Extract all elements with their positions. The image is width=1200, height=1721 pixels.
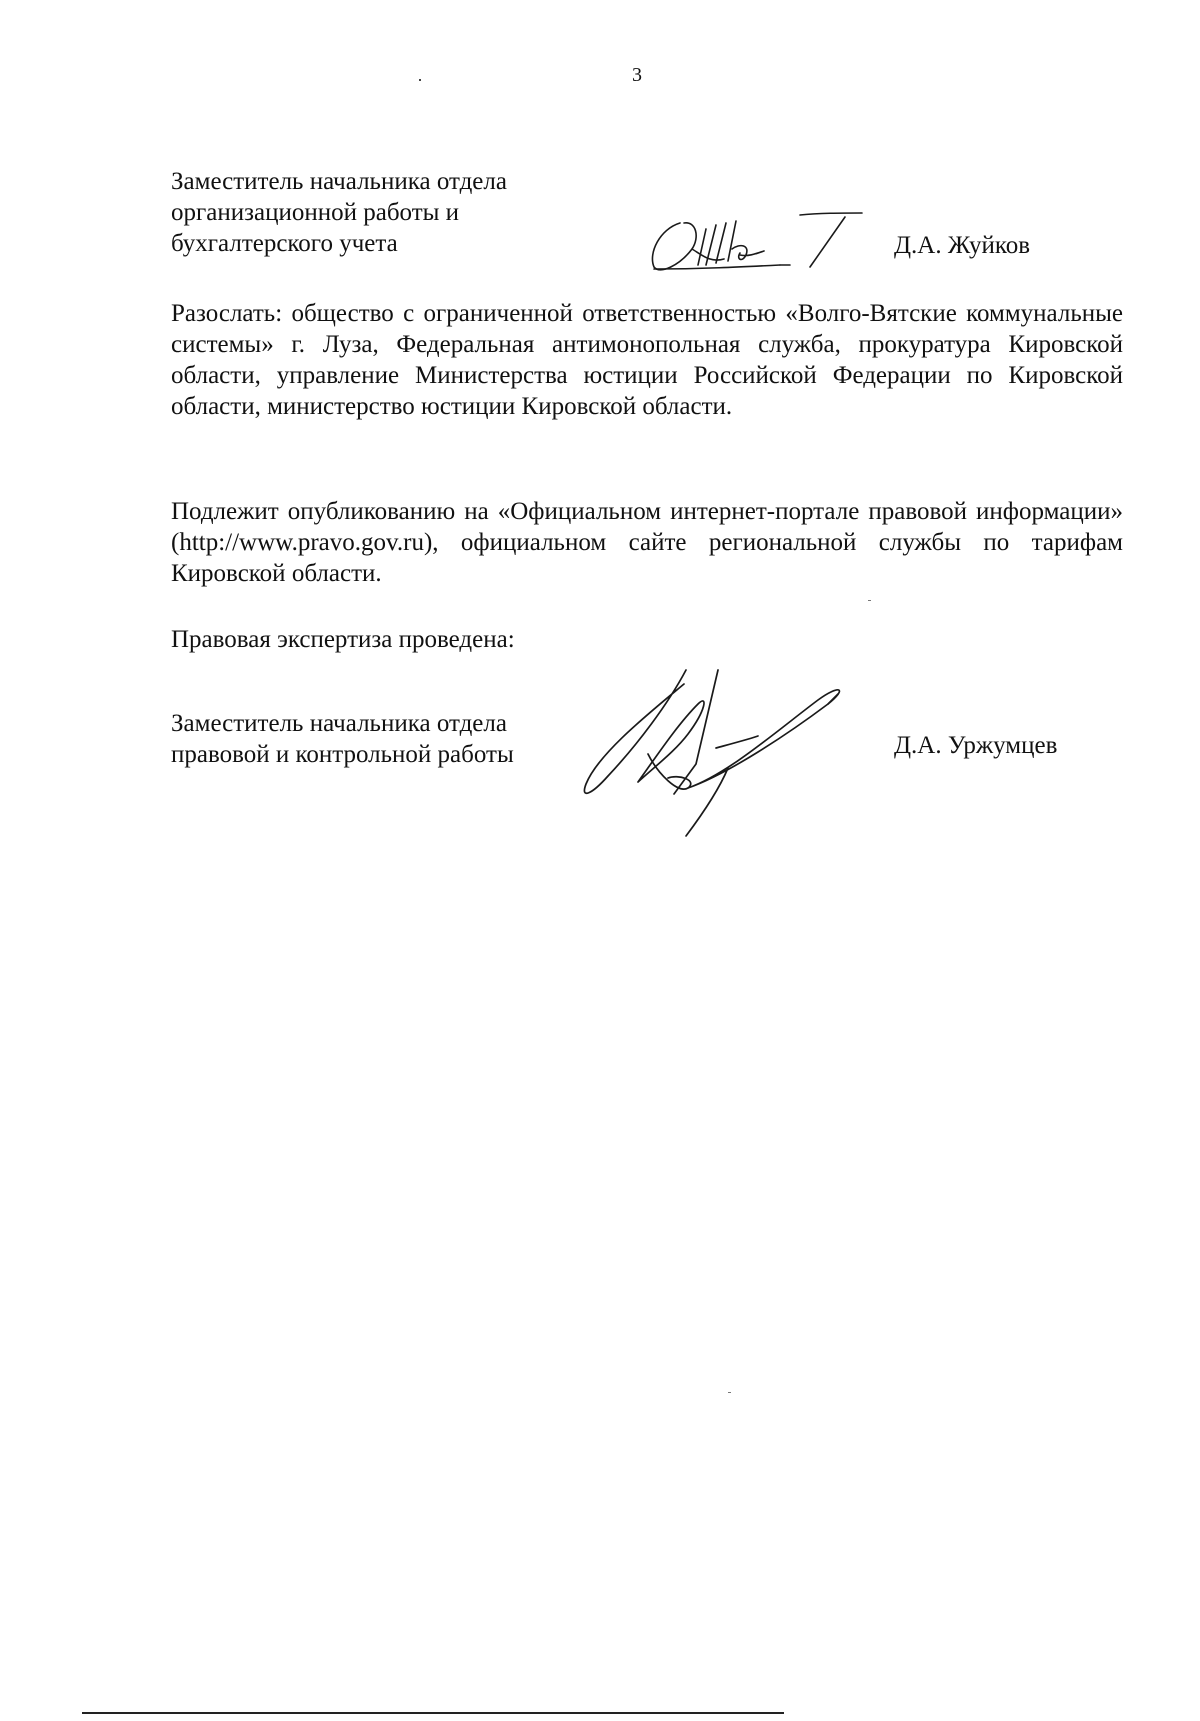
signatory-2-position-line: Заместитель начальника отдела — [171, 710, 507, 737]
signatory-1-position-line: организационной работы и — [171, 199, 460, 226]
scan-speck — [419, 79, 421, 81]
signatory-1-name: Д.А. Жуйков — [894, 232, 1031, 259]
signatory-1-position — [171, 166, 507, 259]
bottom-scan-edge — [82, 1712, 784, 1714]
distribution-paragraph: Разослать: общество с ограниченной ответственностью «Волго-Вятские коммунальные системы» г. Луза, Федеральная антимонопольная служба, прокуратура Кировской области, управление Министерства юстиции Российской Федерации по Кировской области, министерство юстиции Кировской области. — [171, 300, 1123, 420]
publication-paragraph: Подлежит опубликованию на «Официальном интернет-портале правовой информации» (http://www.pravo.gov.ru), официальном сайте региональной службы по тарифам Кировской области. — [171, 498, 1123, 587]
signatory-2-position-line: правовой и контрольной работы — [171, 741, 514, 768]
signatory-1-position-line: Заместитель начальника отдела — [171, 168, 507, 195]
signature-1-handwritten — [640, 205, 885, 280]
signature-2-handwritten — [578, 664, 918, 844]
scan-speck — [868, 600, 871, 601]
signatory-2-name: Д.А. Уржумцев — [894, 732, 1058, 759]
signatory-2-position — [171, 708, 514, 770]
signatory-1-position-line: бухгалтерского учета — [171, 230, 398, 257]
legal-review-line: Правовая экспертиза проведена: — [171, 626, 515, 653]
scan-speck — [728, 1392, 731, 1393]
page-number: 3 — [632, 64, 642, 86]
